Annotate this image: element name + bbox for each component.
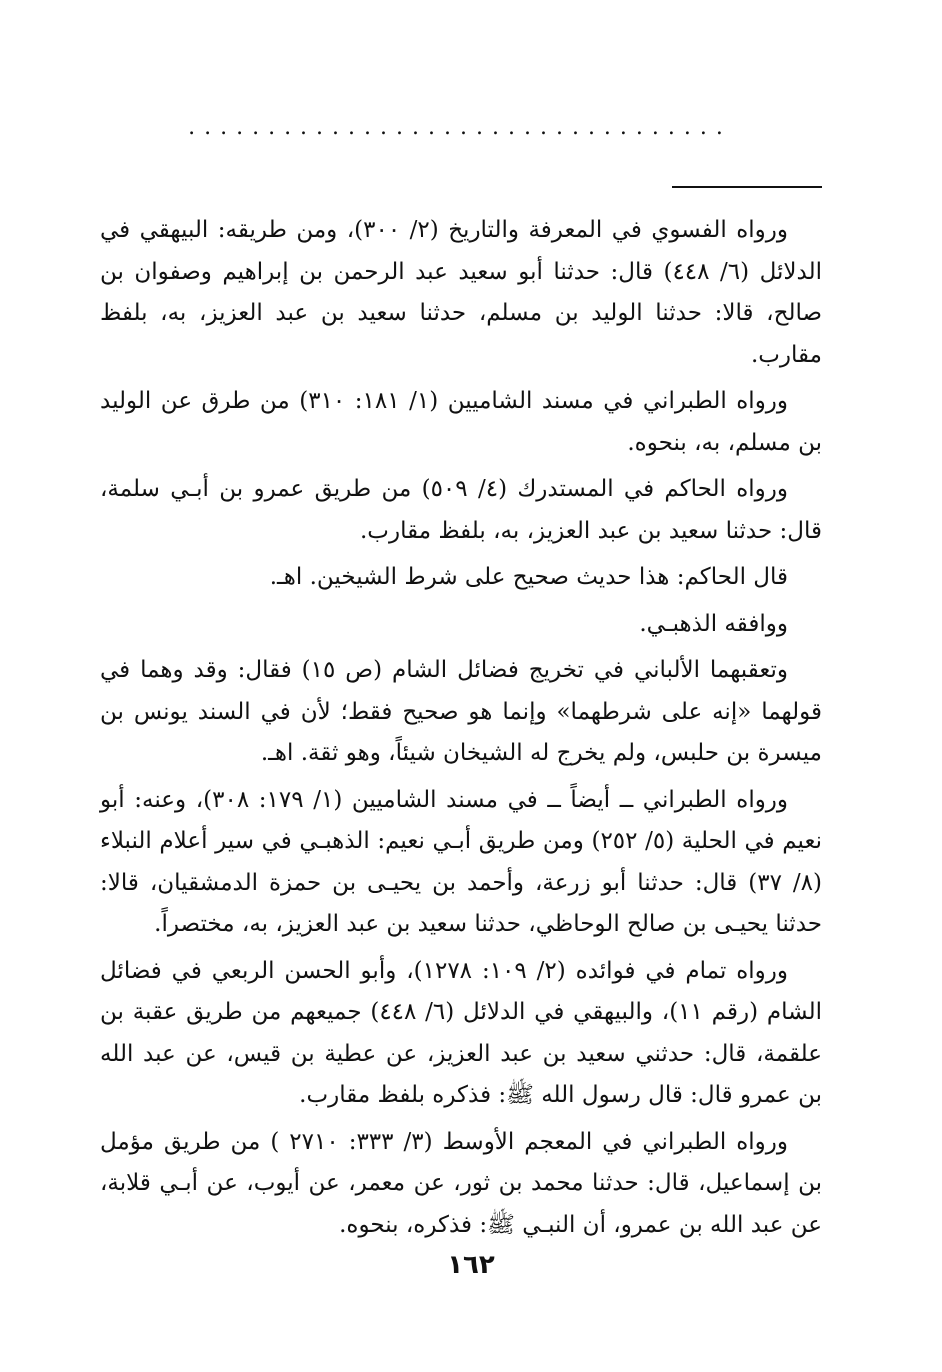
paragraph-fasawi: ورواه الفسوي في المعرفة والتاريخ (٢/ ٣٠٠)، ومن طريقه: البيهقي في الدلائل (٦/ ٤٤٨) قال: حدثنا أبو سعيد عبد الرحمن بن إبراهيم وصفوان بن صالح، قالا: حدثنا الوليد بن مسلم، حدثنا سعيد بن عبد العزيز، به، بلفظ مقارب.: [100, 217, 823, 368]
paragraph-tabarani-shamiyyin: ورواه الطبراني في مسند الشاميين (١/ ١٨١: ٣١٠) من طرق عن الوليد بن مسلم، به، بنحوه.: [100, 388, 822, 456]
page-number: ١٦٢: [447, 1250, 495, 1280]
paragraph-hakim: ورواه الحاكم في المستدرك (٤/ ٥٠٩) من طريق عمرو بن أبـي سلمة، قال: حدثنا سعيد بن عبد العزيز، به، بلفظ مقارب.: [100, 476, 822, 544]
paragraph-tammam: ورواه تمام في فوائده (٢/ ١٠٩: ١٢٧٨)، وأبو الحسن الربعي في فضائل الشام (رقم ١١)، والبيهقي في الدلائل (٦/ ٤٤٨) جميعهم من طريق عقبة بن علقمة، قال: حدثني سعيد بن عبد العزيز، عن عطية بن قيس، عن عبد الله بن عمرو قال: قال رسول الله ﷺ: فذكره بلفظ مقارب.: [100, 957, 823, 1108]
footnote-rule: [672, 186, 822, 188]
footnote-body: [100, 210, 822, 1251]
paragraph-hakim-verdict: قال الحاكم: هذا حديث صحيح على شرط الشيخين. اهـ.: [269, 564, 788, 590]
paragraph-tabarani-abu-nuaym: ورواه الطبراني ــ أيضاً ــ في مسند الشاميين (١/ ١٧٩: ٣٠٨)، وعنه: أبو نعيم في الحلية (٥/ ٢٥٢) ومن طريق أبـي نعيم: الذهبـي في سير أعلام النبلاء (٨/ ٣٧) قال: حدثنا أبو زرعة، وأحمد بن يحيـى بن حمزة الدمشقيان، قالا: حدثنا يحيـى بن صالح الوحاظي، حدثنا سعيد بن عبد العزيز، به، مختصراً.: [100, 786, 822, 937]
paragraph-tabarani-awsat: ورواه الطبراني في المعجم الأوسط (٣/ ٣٣٣: ٢٧١٠ ) من طريق مؤمل بن إسماعيل، قال: حدثنا محمد بن ثور، عن معمر، عن أيوب، عن أبـي قلابة، عن عبد الله بن عمرو، أن النبـي ﷺ: فذكره، بنحوه.: [100, 1128, 822, 1238]
paragraph-dhahabi-agreement: ووافقه الذهبـي.: [639, 610, 788, 637]
paragraph-albani: وتعقبهما الألباني في تخريج فضائل الشام (ص ١٥) فقال: وقد وهما في قولهما «إنه على شرطهما» وإنما هو صحيح فقط؛ لأن في السند يونس بن ميسرة بن حلبس، ولم يخرج له الشيخان شيئاً، وهو ثقة. اهـ.: [100, 657, 822, 766]
separator-dots: ..................................: [188, 118, 732, 138]
